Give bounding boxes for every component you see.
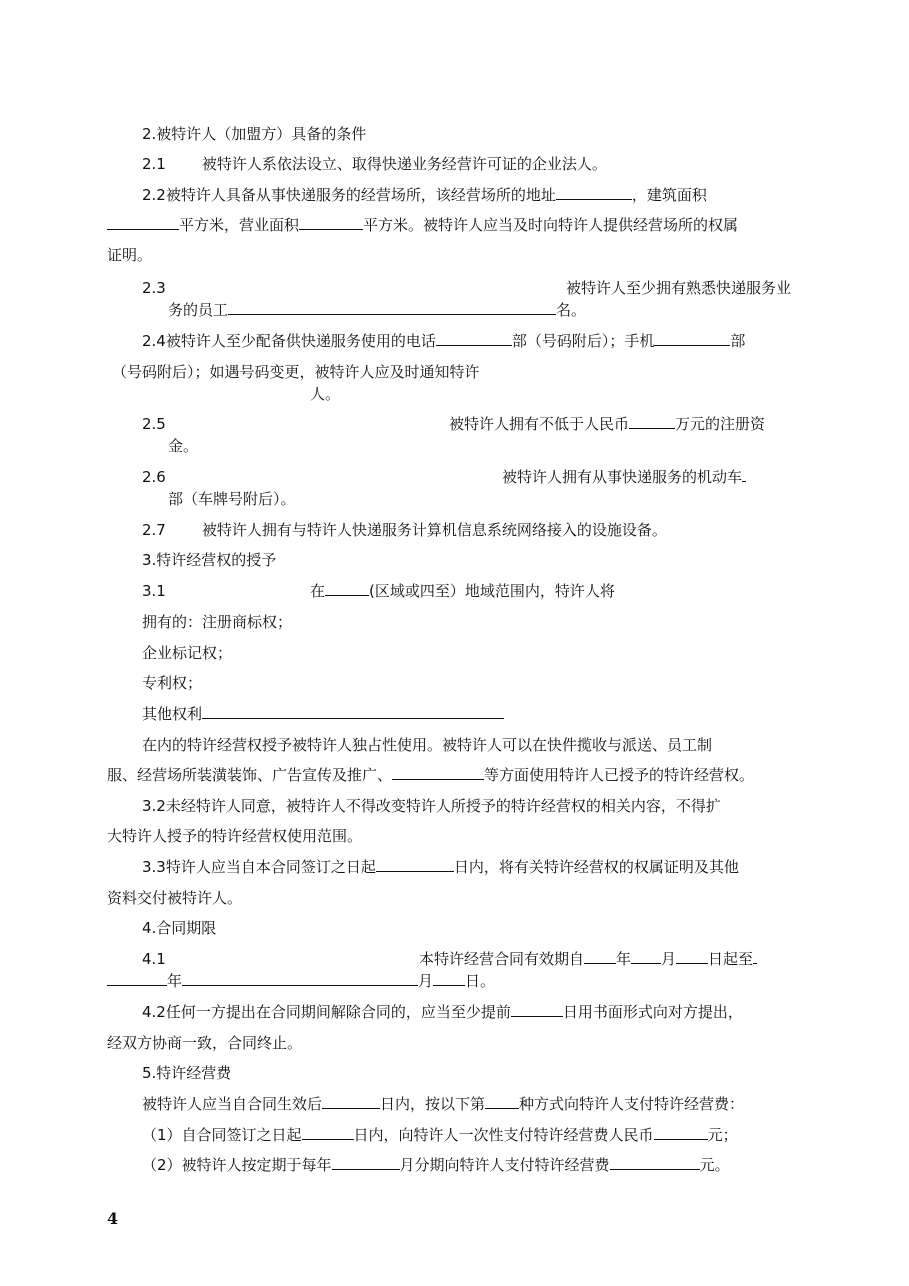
- clause-3-1-end: 服、经营场所装潢装饰、广告宣传及推广、 等方面使用特许人已授予的特许经营权。: [107, 766, 755, 784]
- blank-region: [325, 581, 369, 596]
- clause-2-4: 2.4被特许人至少配备供快递服务使用的电话 部（号码附后）；手机 部: [142, 332, 746, 350]
- clause-4-2-cont: 经双方协商一致，合同终止。: [107, 1034, 303, 1052]
- blank-lump-days: [302, 1125, 354, 1140]
- section-5-heading: 5.特许经营费: [142, 1064, 232, 1082]
- blank-mobile-count: [654, 331, 730, 346]
- blank-method-no: [485, 1094, 519, 1109]
- clause-3-1-num: 3.1: [142, 582, 166, 600]
- right-other: 其他权利: [142, 704, 504, 724]
- clause-3-3: 3.3特许人应当自本合同签订之日起 日内，将有关特许经营权的权属证明及其他: [142, 858, 739, 876]
- clause-2-6: 被特许人拥有从事快递服务的机动车: [502, 467, 746, 487]
- clause-5-option-2: （2）被特许人按定期于每年 月分期向特许人支付特许经营费 元。: [142, 1156, 730, 1174]
- blank-notice-days: [511, 1002, 563, 1017]
- section-3-heading: 3.特许经营权的授予: [142, 551, 277, 569]
- blank-staff-count: [228, 300, 556, 315]
- clause-2-5: 被特许人拥有不低于人民币 万元的注册资: [449, 415, 766, 433]
- clause-2-5-num: 2.5: [142, 415, 166, 433]
- section-4-heading: 4.合同期限: [142, 919, 217, 937]
- blank-building-area: [107, 215, 179, 230]
- blank-end-day: [433, 971, 465, 986]
- clause-3-2-cont: 大特许人授予的特许经营权使用范围。: [107, 827, 363, 845]
- blank-start-month: [631, 949, 661, 964]
- section-2-heading: 2.被特许人（加盟方）具备的条件: [142, 125, 367, 143]
- clause-3-2: 3.2未经特许人同意，被特许人不得改变特许人所授予的特许经营权的相关内容，不得扩: [142, 797, 721, 815]
- blank-other-use: [392, 765, 484, 780]
- clause-4-1-cont: 年 月 日。: [107, 971, 495, 991]
- right-trademark: 拥有的：注册商标权；: [142, 613, 293, 631]
- right-patent: 专利权；: [142, 674, 203, 692]
- blank-end-year: [107, 971, 167, 986]
- clause-2-6-num: 2.6: [142, 468, 166, 486]
- blank-vehicle-count: [742, 467, 746, 482]
- clause-4-1: 本特许经营合同有效期自 年 月 日起至: [419, 949, 757, 969]
- clause-5-intro: 被特许人应当自合同生效后 日内，按以下第 种方式向特许人支付特许经营费：: [142, 1095, 745, 1113]
- blank-delivery-days: [376, 857, 454, 872]
- clause-2-1: 2.1 被特许人系依法设立、取得快递业务经营许可证的企业法人。: [142, 155, 607, 173]
- blank-installment-month: [332, 1155, 400, 1170]
- blank-installment-amount: [610, 1155, 700, 1170]
- blank-start-year: [584, 949, 616, 964]
- clause-2-2: 2.2被特许人具备从事快递服务的经营场所，该经营场所的地址 ，建筑面积: [142, 186, 707, 204]
- clause-2-4-end: 人。: [310, 385, 341, 403]
- clause-5-option-1: （1）自合同签订之日起 日内，向特许人一次性支付特许经营费人民币 元；: [142, 1126, 738, 1144]
- clause-2-2-end: 证明。: [107, 246, 153, 264]
- clause-4-2: 4.2任何一方提出在合同期间解除合同的，应当至少提前 日用书面形式向对方提出，: [142, 1003, 743, 1021]
- blank-start-day: [676, 949, 708, 964]
- clause-2-3-cont: 务的员工 名。: [168, 301, 587, 319]
- blank-other-rights: [202, 704, 504, 719]
- clause-2-5-end: 金。: [168, 437, 199, 455]
- clause-3-1: 在 (区域或四至）地域范围内，特许人将: [310, 582, 615, 600]
- clause-2-4-cont: （号码附后）；如遇号码变更，被特许人应及时通知特许: [112, 363, 480, 381]
- clause-2-3-num: 2.3: [142, 279, 166, 297]
- clause-3-3-cont: 资料交付被特许人。: [107, 889, 243, 907]
- clause-2-6-end: 部（车牌号附后）。: [168, 490, 296, 508]
- clause-2-2-cont: 平方米，营业面积 平方米。被特许人应当及时向特许人提供经营场所的权属: [107, 215, 738, 235]
- blank-capital: [629, 414, 675, 429]
- page-number: 4: [107, 1209, 119, 1228]
- blank-payment-days: [322, 1094, 380, 1109]
- clause-2-7: 2.7 被特许人拥有与特许人快递服务计算机信息系统网络接入的设施设备。: [142, 521, 667, 539]
- blank-business-area: [299, 215, 363, 230]
- blank-end-month: [182, 971, 418, 986]
- blank-phone-count: [436, 331, 512, 346]
- clause-4-1-num: 4.1: [142, 950, 166, 968]
- clause-3-1-cont: 在内的特许经营权授予被特许人独占性使用。被特许人可以在快件揽收与派送、员工制: [142, 736, 713, 754]
- right-enterprise-mark: 企业标记权；: [142, 644, 233, 662]
- clause-2-3: 被特许人至少拥有熟悉快递服务业: [566, 279, 792, 297]
- blank-address: [556, 185, 632, 200]
- blank-lump-amount: [654, 1125, 708, 1140]
